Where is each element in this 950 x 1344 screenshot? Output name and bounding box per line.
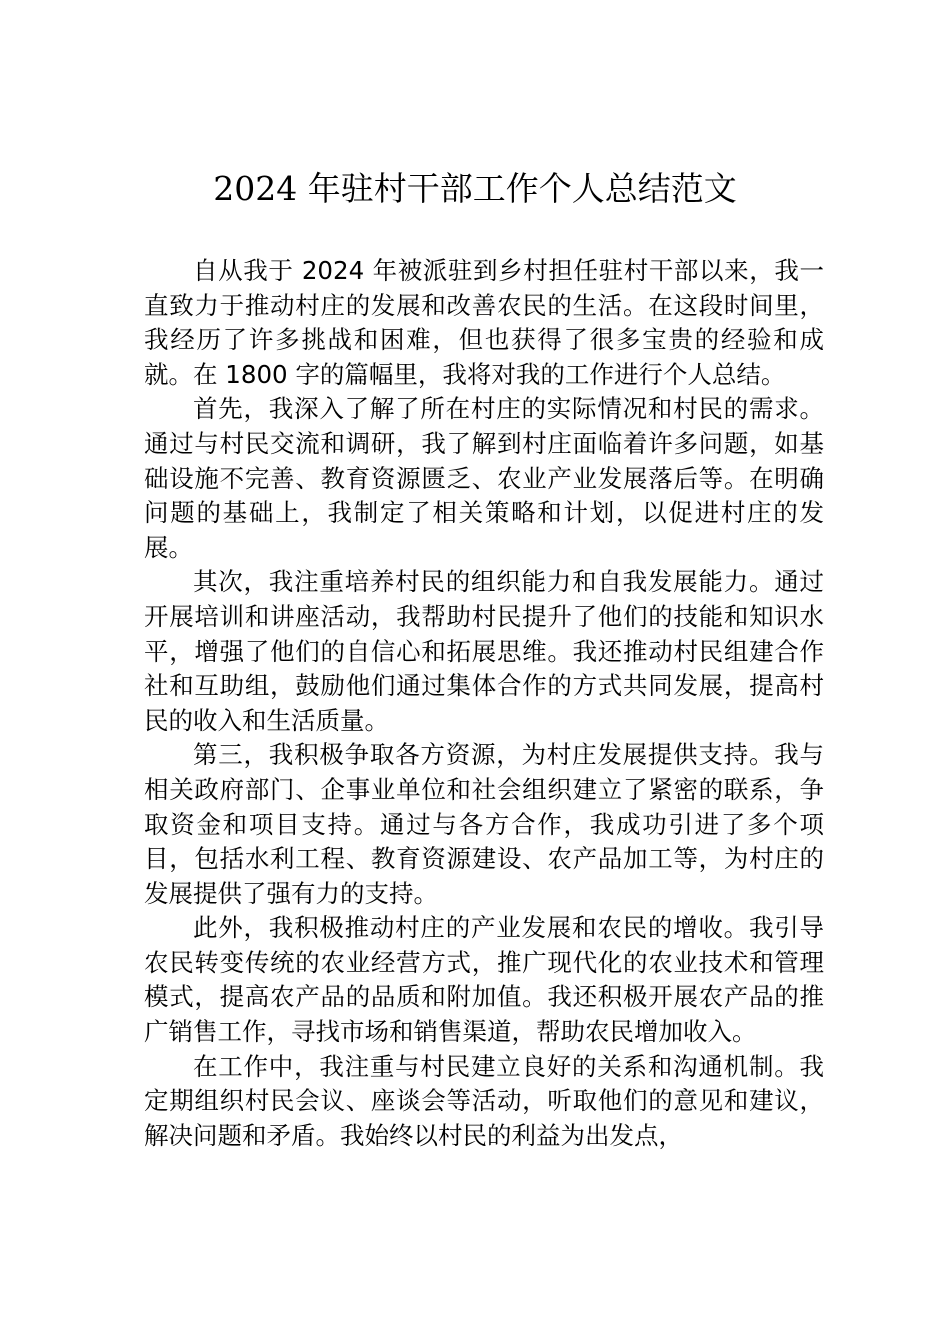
- paragraph-intro: 自从我于 2024 年被派驻到乡村担任驻村干部以来，我一直致力于推动村庄的发展和改善农民的生活。在这段时间里，我经历了许多挑战和困难，但也获得了很多宝贵的经验和成就。在 1800 字的篇幅里，我将对我的工作进行个人总结。: [144, 256, 824, 389]
- paragraph-second: 其次，我注重培养村民的组织能力和自我发展能力。通过开展培训和讲座活动，我帮助村民提升了他们的技能和知识水平，增强了他们的自信心和拓展思维。我还推动村民组建合作社和互助组，鼓励他们通过集体合作的方式共同发展，提高村民的收入和生活质量。: [144, 567, 824, 735]
- paragraph-third: 第三，我积极争取各方资源，为村庄发展提供支持。我与相关政府部门、企事业单位和社会组织建立了紧密的联系，争取资金和项目支持。通过与各方合作，我成功引进了多个项目，包括水利工程、教育资源建设、农产品加工等，为村庄的发展提供了强有力的支持。: [144, 740, 824, 908]
- document-body: [144, 254, 824, 1153]
- paragraph-first: 首先，我深入了解了所在村庄的实际情况和村民的需求。通过与村民交流和调研，我了解到村庄面临着许多问题，如基础设施不完善、教育资源匮乏、农业产业发展落后等。在明确问题的基础上，我制定了相关策略和计划，以促进村庄的发展。: [144, 394, 824, 562]
- document-title: 2024 年驻村干部工作个人总结范文: [213, 169, 737, 208]
- paragraph-additionally: 此外，我积极推动村庄的产业发展和农民的增收。我引导农民转变传统的农业经营方式，推广现代化的农业技术和管理模式，提高农产品的品质和附加值。我还积极开展农产品的推广销售工作，寻找市场和销售渠道，帮助农民增加收入。: [144, 913, 824, 1047]
- paragraph-relations: 在工作中，我注重与村民建立良好的关系和沟通机制。我定期组织村民会议、座谈会等活动，听取他们的意见和建议，解决问题和矛盾。我始终以村民的利益为出发点，: [144, 1051, 824, 1150]
